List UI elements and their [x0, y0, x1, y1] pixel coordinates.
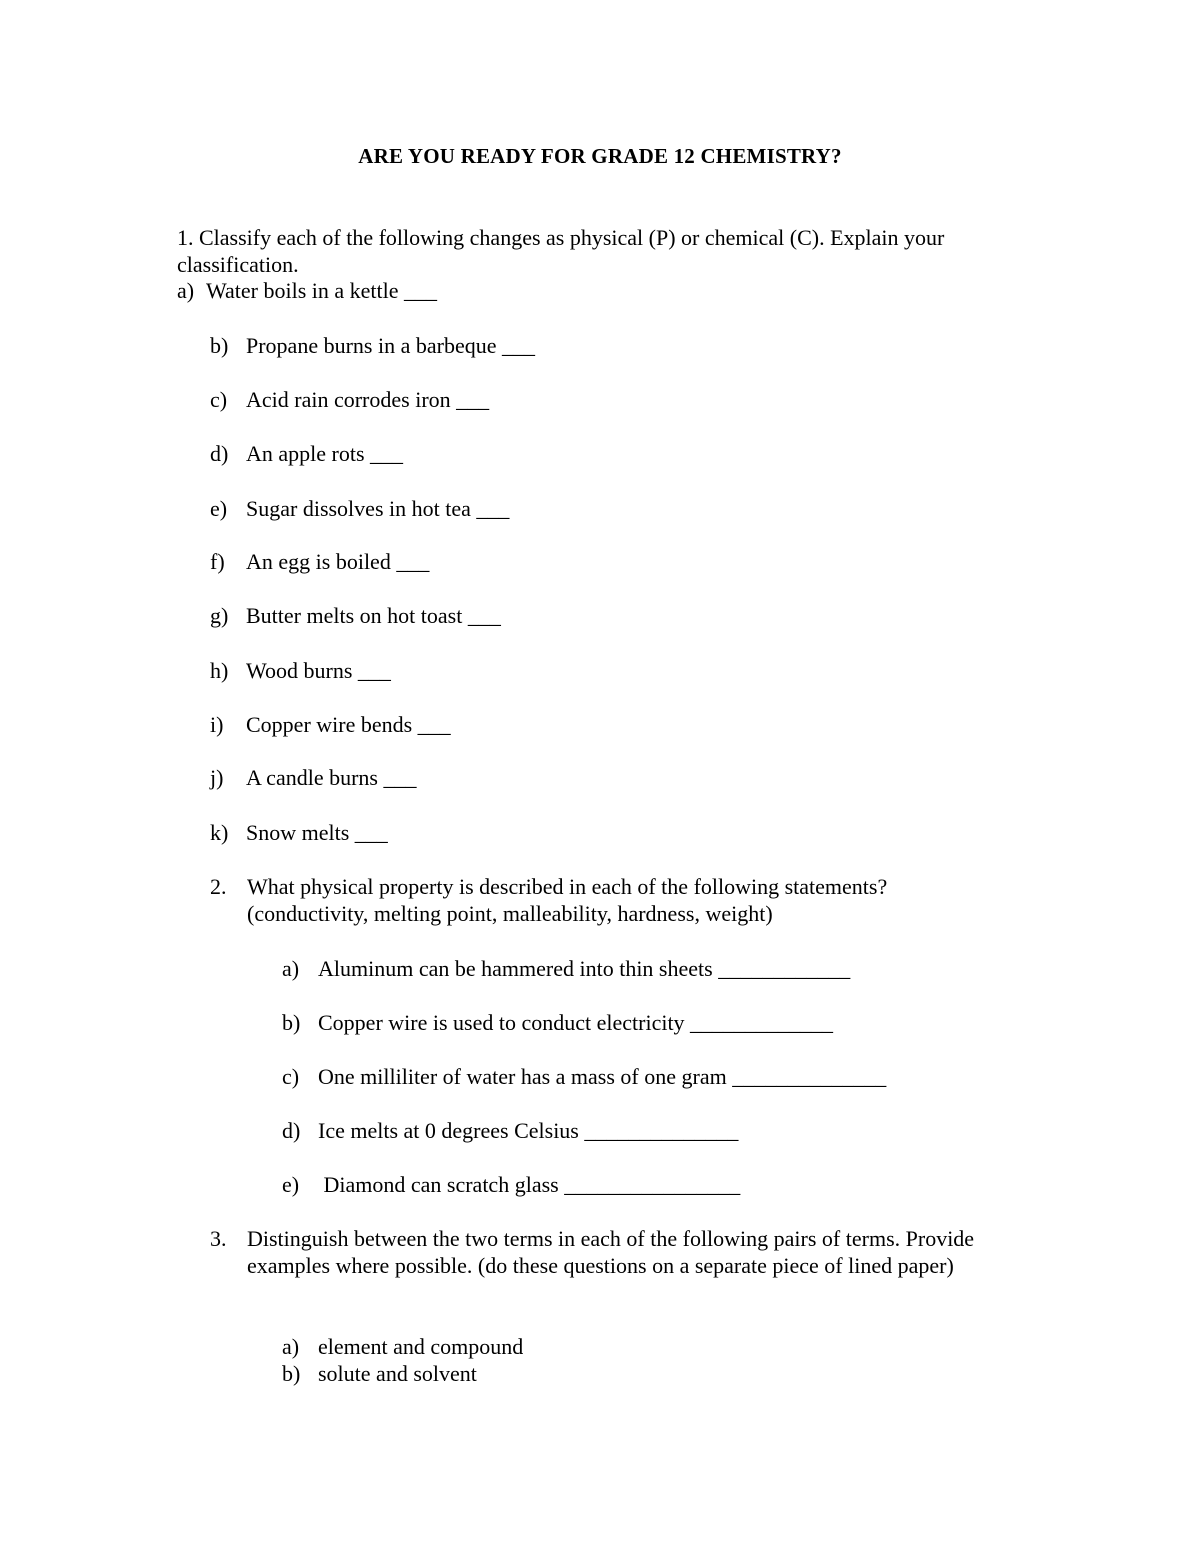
question-1-item-e — [210, 495, 910, 522]
question-1-item-i — [210, 711, 910, 738]
question-1-item-g — [210, 602, 910, 629]
question-2-item-e — [282, 1171, 1082, 1198]
question-1-item-h — [210, 657, 910, 684]
item-label: a) — [282, 956, 300, 981]
page-title: ARE YOU READY FOR GRADE 12 CHEMISTRY? — [358, 144, 842, 168]
item-text: solute and solvent — [318, 1361, 477, 1386]
item-text: An egg is boiled ___ — [246, 549, 430, 574]
item-label: k) — [210, 820, 229, 845]
question-3-number: 3. — [210, 1226, 227, 1251]
item-text: Diamond can scratch glass ________________ — [318, 1172, 741, 1197]
item-text: Propane burns in a barbeque ___ — [246, 333, 535, 358]
question-1-item-d — [210, 440, 910, 467]
question-2-item-b — [282, 1009, 1082, 1036]
item-label: b) — [282, 1010, 301, 1035]
question-2-item-c — [282, 1063, 1082, 1090]
item-text: Butter melts on hot toast ___ — [246, 603, 501, 628]
item-label: d) — [210, 441, 229, 466]
item-text: element and compound — [318, 1334, 524, 1359]
question-1-text: 1. Classify each of the following changes as physical (P) or chemical (C). Explain your classification. — [177, 225, 945, 277]
item-label: c) — [282, 1064, 300, 1089]
question-1-item-f — [210, 548, 910, 575]
item-text: Acid rain corrodes iron ___ — [246, 387, 490, 412]
question-3-text: Distinguish between the two terms in each of the following pairs of terms. Provide examples where possible. (do these questions on a separate piece of lined paper) — [247, 1226, 975, 1278]
question-2-number: 2. — [210, 874, 227, 899]
item-label: a) — [282, 1334, 300, 1359]
item-text: One milliliter of water has a mass of one gram ______________ — [318, 1064, 887, 1089]
item-label: b) — [210, 333, 229, 358]
question-2-item-d — [282, 1117, 1082, 1144]
item-text: Water boils in a kettle ___ — [206, 278, 437, 303]
question-1-item-b — [210, 332, 910, 359]
item-label: e) — [210, 496, 228, 521]
item-label: j) — [210, 765, 224, 790]
item-label: g) — [210, 603, 229, 628]
question-1-item-a — [177, 277, 437, 304]
item-text: Aluminum can be hammered into thin sheets ____________ — [318, 956, 851, 981]
question-3-item-a — [282, 1333, 1082, 1360]
item-text: Sugar dissolves in hot tea ___ — [246, 496, 510, 521]
item-label: f) — [210, 549, 225, 574]
item-text: A candle burns ___ — [246, 765, 417, 790]
item-text: Wood burns ___ — [246, 658, 391, 683]
item-text: Ice melts at 0 degrees Celsius ______________ — [318, 1118, 739, 1143]
question-2-text: What physical property is described in each of the following statements? (conductivity, melting point, malleability, hardness, weight) — [247, 874, 888, 926]
item-label: a) — [177, 278, 195, 303]
item-label: d) — [282, 1118, 301, 1143]
item-label: b) — [282, 1361, 301, 1386]
item-text: An apple rots ___ — [246, 441, 404, 466]
item-text: Snow melts ___ — [246, 820, 388, 845]
item-text: Copper wire bends ___ — [246, 712, 451, 737]
item-label: e) — [282, 1172, 300, 1197]
question-1-item-c — [210, 386, 910, 413]
question-1-item-j — [210, 764, 910, 791]
question-2-item-a — [282, 955, 1082, 982]
question-3-item-b — [282, 1360, 1082, 1387]
item-label: c) — [210, 387, 228, 412]
question-1-item-k — [210, 819, 910, 846]
item-label: i) — [210, 712, 224, 737]
item-text: Copper wire is used to conduct electricity _____________ — [318, 1010, 834, 1035]
item-label: h) — [210, 658, 229, 683]
